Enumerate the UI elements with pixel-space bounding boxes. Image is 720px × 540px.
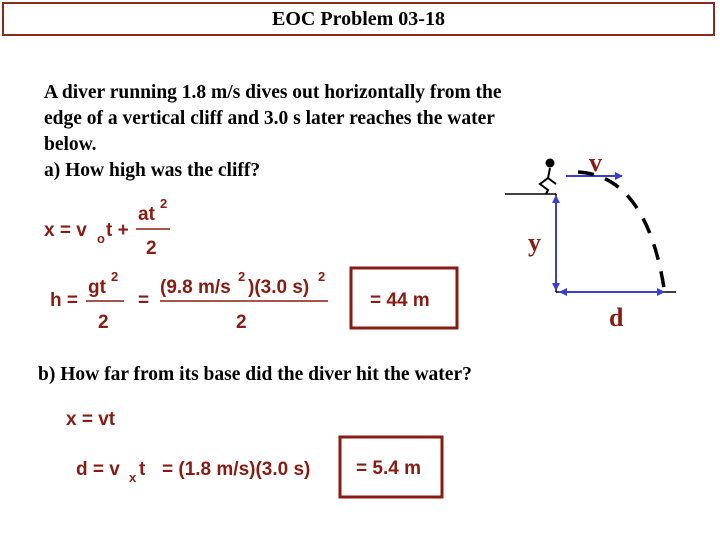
velocity-label: v bbox=[589, 148, 602, 177]
eq2-num3: )(3.0 s) bbox=[248, 277, 310, 298]
eq2-exp: 2 bbox=[111, 269, 119, 284]
eq4-rhs: = (1.8 m/s)(3.0 s) bbox=[162, 459, 311, 480]
answer-b: = 5.4 m bbox=[356, 458, 421, 479]
eq2-exp3: 2 bbox=[318, 269, 326, 284]
eq2-eq: = bbox=[138, 290, 150, 311]
eq2-num2: (9.8 m/s bbox=[160, 277, 231, 298]
eq4-lhs: d = v bbox=[76, 459, 120, 480]
problem-line-2: edge of a vertical cliff and 3.0 s later reaches the water bbox=[44, 108, 495, 129]
answer-a: = 44 m bbox=[370, 290, 430, 311]
problem-line-3: below. bbox=[44, 134, 97, 155]
problem-line-1: A diver running 1.8 m/s dives out horizontally from the bbox=[44, 82, 502, 103]
eq1-sub: o bbox=[97, 231, 105, 246]
eq1-exp: 2 bbox=[160, 196, 168, 211]
part-a-question: a) How high was the cliff? bbox=[44, 160, 261, 181]
eq1-den: 2 bbox=[146, 238, 157, 259]
eq1-lhs: x = v bbox=[44, 220, 87, 241]
eq2-exp2: 2 bbox=[238, 269, 246, 284]
diver-figure bbox=[540, 159, 556, 195]
eq3: x = vt bbox=[66, 409, 116, 430]
trajectory-path bbox=[578, 172, 664, 288]
eq1-num: at bbox=[138, 204, 155, 225]
eq2-den: 2 bbox=[98, 312, 109, 333]
height-label: y bbox=[528, 228, 541, 257]
eq2-den2: 2 bbox=[236, 312, 247, 333]
eq1-mid: t + bbox=[106, 220, 129, 241]
part-b-question: b) How far from its base did the diver hit the water? bbox=[38, 364, 472, 385]
page-title: EOC Problem 03-18 bbox=[272, 8, 445, 30]
eq2-lhs: h = bbox=[50, 290, 78, 311]
eq4-mid: t bbox=[139, 459, 146, 480]
distance-label: d bbox=[609, 303, 624, 332]
eq2-num: gt bbox=[88, 277, 106, 298]
eq4-sub: x bbox=[129, 470, 137, 485]
